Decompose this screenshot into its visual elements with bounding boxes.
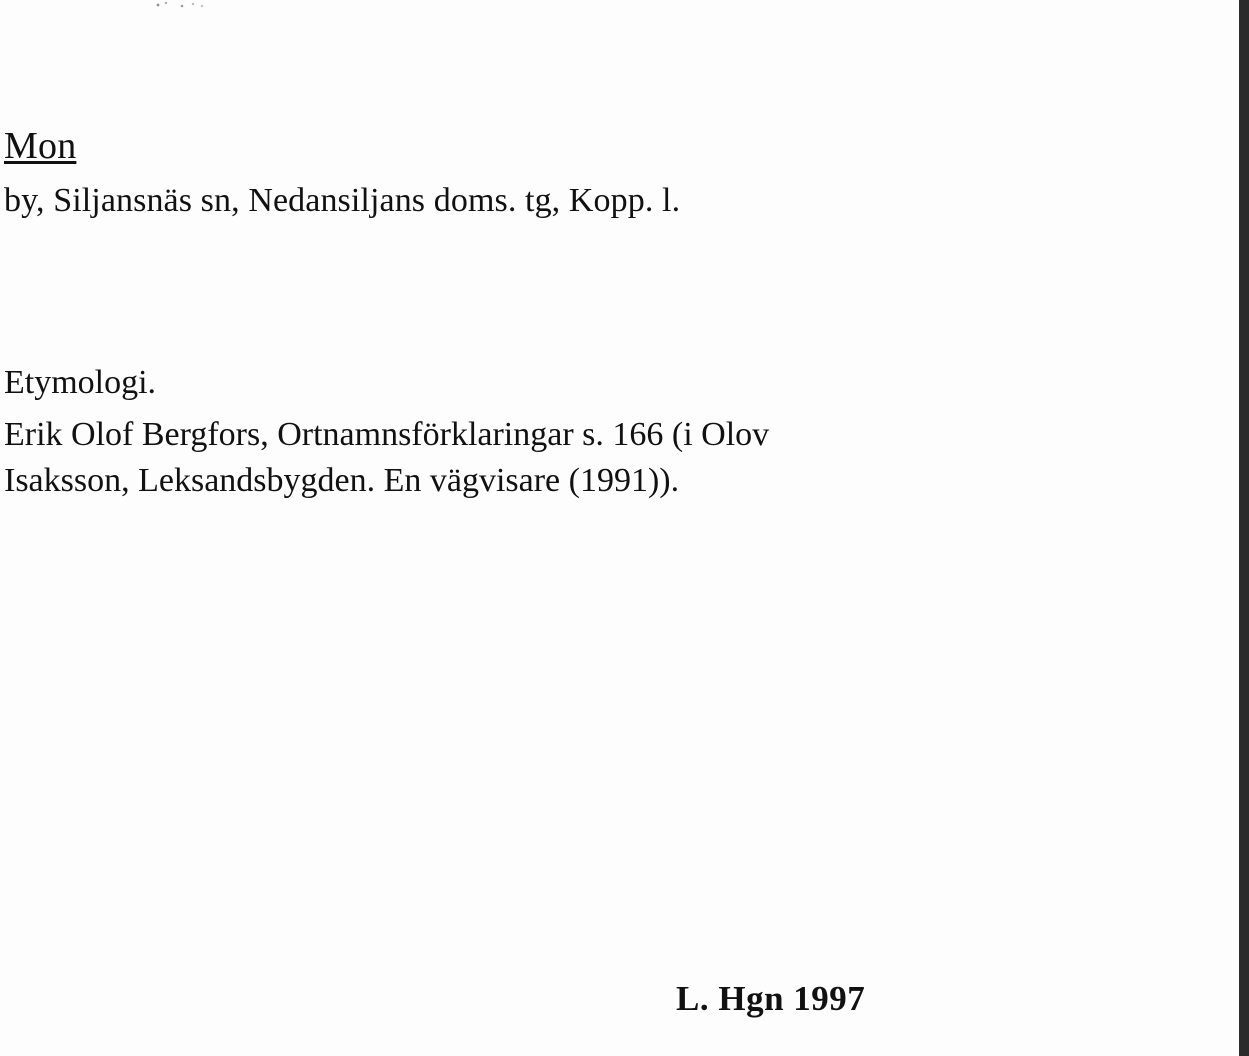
section-heading-etymology: Etymologi. xyxy=(4,364,157,401)
signature-line: L. Hgn 1997 xyxy=(676,979,866,1018)
scan-speckle-artifact xyxy=(152,0,212,9)
place-description: by, Siljansnäs sn, Nedansiljans doms. tg, Kopp. l. xyxy=(4,182,681,219)
page-title: Mon xyxy=(4,125,77,167)
scan-edge-dark-band xyxy=(1239,0,1249,1056)
reference-line: Isaksson, Leksandsbygden. En vägvisare (1991)). xyxy=(4,462,680,499)
reference-block xyxy=(4,412,1094,504)
reference-line: Erik Olof Bergfors, Ortnamnsförklaringar s. 166 (i Olov xyxy=(4,416,770,453)
